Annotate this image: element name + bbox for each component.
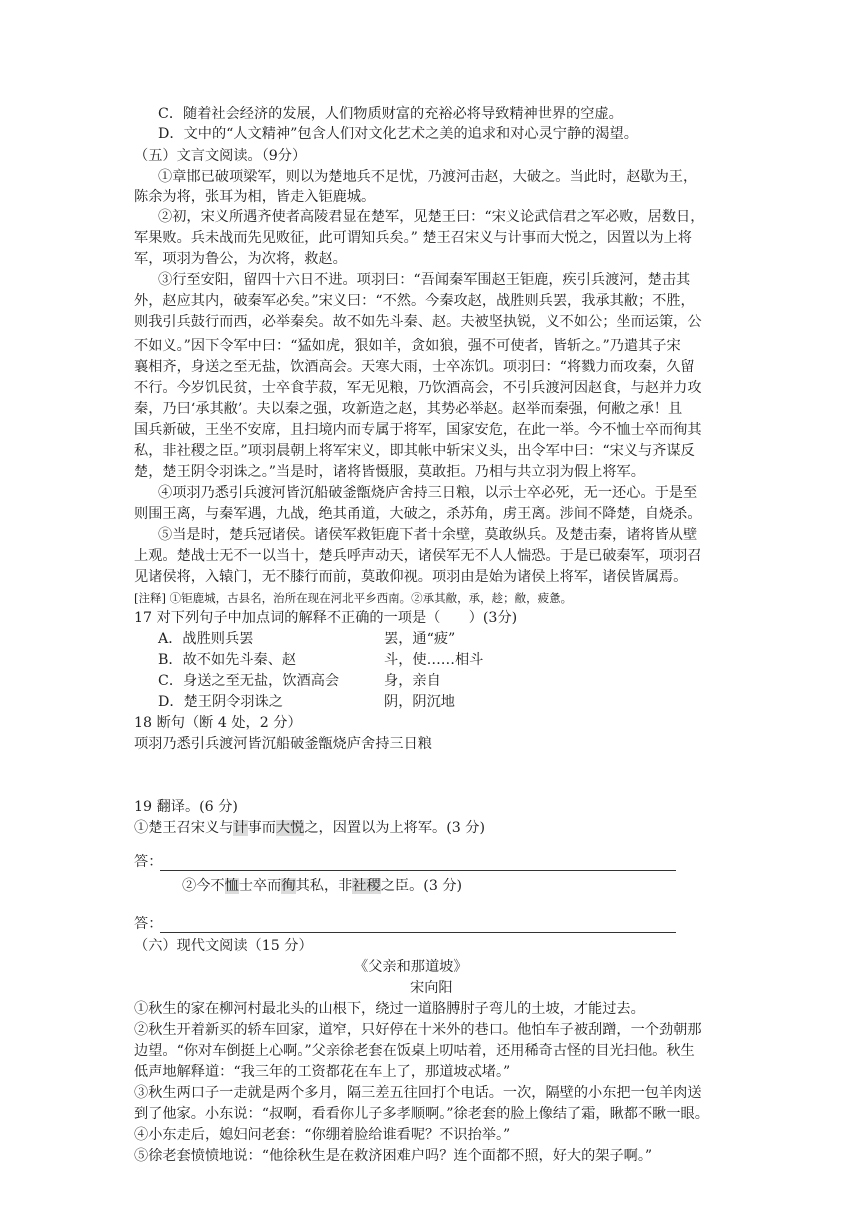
question-18-text: 项羽乃悉引兵渡河皆沉船破釜甑烧庐舍持三日粮 (134, 736, 432, 752)
q17-option-a: A．战胜则兵罢 (158, 631, 254, 647)
passage-line: 不行。今岁饥民贫，士卒食芋菽，军无见粮，乃饮酒高会，不引兵渡河因赵食，与赵并力攻 (134, 380, 702, 396)
article-line: ⑤徐老套愤愤地说：“他徐秋生是在救济困难户吗？连个面都不照，好大的架子啊。” (134, 1148, 653, 1164)
passage-line: ④项羽乃悉引兵渡河皆沉船破釜甑烧庐舍持三日粮，以示士卒必死，无一还心。于是至 (158, 485, 698, 501)
q17-option-b-gloss: 斗，使……相斗 (384, 652, 484, 668)
passage-line: 不如义。”因下令军中曰：“猛如虎，狠如羊，贪如狼，强不可使者，皆斩之。”乃遣其子宋 (134, 338, 681, 354)
answer-label-2: 答： (134, 916, 163, 932)
passage-line: ②初，宋义所遇齐使者高陵君显在楚军，见楚王曰：“宋义论武信君之军必败，居数日， (158, 209, 705, 225)
option-d-line: D．文中的“人文精神”包含人们对文化艺术之美的追求和对心灵宁静的渴望。 (158, 126, 638, 142)
passage-line: ③行至安阳，留四十六日不进。项羽曰：“吾闻秦军围赵王钜鹿，疾引兵渡河，楚击其 (158, 272, 691, 288)
answer-line-2[interactable] (160, 932, 676, 933)
section-6-heading: （六）现代文阅读（15 分） (134, 938, 313, 954)
article-line: 低声地解释道：“我三年的工资都花在车上了，那道坡忒堵。” (134, 1064, 511, 1080)
passage-line: 见诸侯将，入辕门，无不膝行而前，莫敢仰视。项羽由是始为诸侯上将军，诸侯皆属焉。 (134, 569, 688, 585)
q17-option-b: B．故不如先斗秦、赵 (158, 652, 297, 668)
passage-line: 秦，乃曰‘承其敝’。夫以秦之强，攻新造之赵，其势必举赵。赵举而秦强，何敝之承！且 (134, 401, 683, 417)
translation-sentence-1: ①楚王召宋义与计事而大悦之，因置以为上将军。(3 分) (134, 820, 485, 836)
article-title: 《父亲和那道坡》 (354, 959, 468, 975)
section-5-heading: （五）文言文阅读。（9分） (134, 148, 307, 164)
article-line: ③秋生两口子一走就是两个多月，隔三差五往回打个电话。一次，隔壁的小东把一包羊肉送 (134, 1085, 702, 1101)
passage-line: 军果败。兵未战而先见败征，此可谓知兵矣。” 楚王召宋义与计事而大悦之，因置以为上将 (134, 230, 692, 246)
q17-option-d: D．楚王阴令羽诛之 (158, 694, 283, 710)
question-18-stem: 18 断句（断 4 处，2 分） (134, 715, 302, 731)
passage-line: 外，赵应其内，破秦军必矣。”宋义曰：“不然。今秦攻赵，战胜则兵罢，我承其敝；不胜， (134, 293, 695, 309)
article-line: ②秋生开着新买的轿车回家，道窄，只好停在十米外的巷口。他怕车子被刮蹭，一个劲朝那 (134, 1022, 702, 1038)
passage-line: 国兵新破，王坐不安席，且扫境内而专属于将军，国家安危，在此一举。今不恤士卒而徇其 (134, 422, 702, 438)
passage-line: ⑤当是时，楚兵冠诸侯。诸侯军救钜鹿下者十余壁，莫敢纵兵。及楚击秦，诸将皆从壁 (158, 527, 698, 543)
question-17-stem: 17 对下列句子中加点词的解释不正确的一项是（ ）(3分) (134, 610, 518, 626)
passage-line: 陈余为将，张耳为相，皆走入钜鹿城。 (134, 189, 376, 205)
q17-option-a-gloss: 罢，通“疲” (384, 631, 456, 647)
passage-line: 则围王离，与秦军遇，九战，绝其甬道，大破之，杀苏角，虏王离。涉间不降楚，自烧杀。 (134, 506, 702, 522)
q17-option-c: C．身送之至无盐，饮酒高会 (158, 673, 340, 689)
passage-line: 则我引兵鼓行而西，必举秦矣。故不如先斗秦、赵。夫被坚执锐，义不如公；坐而运策，公 (134, 314, 702, 330)
passage-line: 军，项羽为鲁公，为次将，救赵。 (134, 251, 347, 267)
article-line: ①秋生的家在柳河村最北头的山根下，绕过一道胳膊肘子弯儿的土坡，才能过去。 (134, 1001, 645, 1017)
annotation-note: [注释] ①钜鹿城，古县名，治所在现在河北平乡西南。②承其敝，承，趁；敝，疲惫。 (134, 591, 573, 605)
answer-label-1: 答： (134, 854, 163, 870)
article-line: ④小东走后，媳妇问老套：“你绷着脸给谁看呢？不识抬举。” (134, 1127, 511, 1143)
answer-line-1[interactable] (160, 870, 676, 871)
passage-line: 私，非社稷之臣。”项羽晨朝上将军宋义，即其帐中斩宋义头，出令军中曰：“宋义与齐谋反 (134, 443, 695, 459)
q17-option-c-gloss: 身，亲自 (384, 673, 441, 689)
passage-line: 楚，楚王阴令羽诛之。”当是时，诸将皆慑服，莫敢拒。乃相与共立羽为假上将军。 (134, 464, 645, 480)
article-author: 宋向阳 (410, 980, 453, 996)
q17-option-d-gloss: 阴，阴沉地 (384, 694, 455, 710)
passage-line: 上观。楚战士无不一以当十，楚兵呼声动天，诸侯军无不人人惴恐。于是已破秦军，项羽召 (134, 548, 702, 564)
question-19-stem: 19 翻译。(6 分) (134, 799, 238, 815)
passage-line: ①章邯已破项梁军，则以为楚地兵不足忧，乃渡河击赵，大破之。当此时，赵歇为王， (158, 169, 698, 185)
article-line: 到了他家。小东说：“叔啊，看看你儿子多孝顺啊。”徐老套的脸上像结了霜，瞅都不瞅一眼。 (134, 1106, 709, 1122)
option-c-line: C．随着社会经济的发展，人们物质财富的充裕必将导致精神世界的空虚。 (158, 106, 623, 122)
article-line: 边望。“你对车倒挺上心啊。”父亲徐老套在饭桌上叨咕着，还用稀奇古怪的目光扫他。秋生 (134, 1043, 695, 1059)
translation-sentence-2: ②今不恤士卒而徇其私，非社稷之臣。(3 分) (182, 878, 463, 894)
passage-line: 襄相齐，身送之至无盐，饮酒高会。天寒大雨，士卒冻饥。项羽曰：“将戮力而攻秦，久留 (134, 359, 695, 375)
